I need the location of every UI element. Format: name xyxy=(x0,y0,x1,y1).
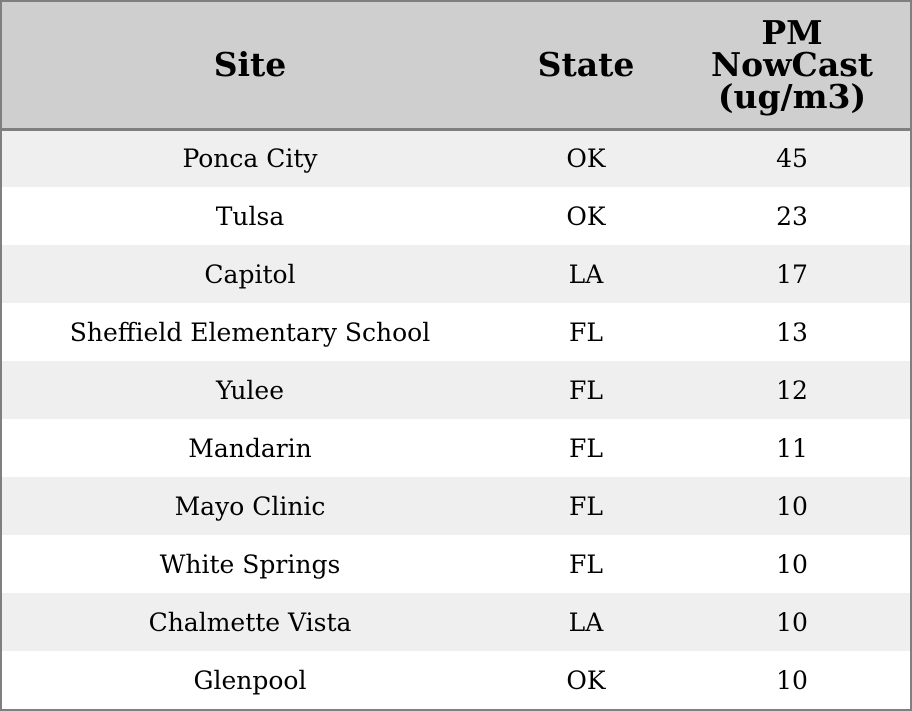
cell-pm-nowcast: 13 xyxy=(776,317,808,347)
table-row xyxy=(2,303,910,361)
table-header xyxy=(2,2,910,129)
cell-state: OK xyxy=(566,665,606,695)
cell-state: FL xyxy=(569,491,603,521)
cell-pm-nowcast: 11 xyxy=(776,433,808,463)
pm-nowcast-table xyxy=(2,2,910,709)
cell-pm-nowcast: 10 xyxy=(776,549,808,579)
cell-state: LA xyxy=(568,259,604,289)
cell-site: Mandarin xyxy=(188,433,312,463)
cell-pm-nowcast: 12 xyxy=(776,375,808,405)
cell-pm-nowcast: 17 xyxy=(776,259,808,289)
cell-site: Mayo Clinic xyxy=(174,491,326,521)
cell-site: Chalmette Vista xyxy=(148,607,352,637)
cell-site: Ponca City xyxy=(182,144,318,174)
table-row xyxy=(2,419,910,477)
table-row xyxy=(2,535,910,593)
header-row xyxy=(2,2,910,129)
header-site-text: Site xyxy=(213,44,287,84)
cell-state: FL xyxy=(569,317,603,347)
header-pm-nowcast xyxy=(674,2,910,129)
cell-pm-nowcast: 45 xyxy=(776,144,808,174)
table-row xyxy=(2,593,910,651)
cell-pm-nowcast: 10 xyxy=(776,491,808,521)
table-body xyxy=(2,129,910,709)
cell-state: FL xyxy=(569,433,603,463)
cell-site: Glenpool xyxy=(193,665,307,695)
table-row xyxy=(2,245,910,303)
cell-pm-nowcast: 10 xyxy=(776,665,808,695)
cell-site: Yulee xyxy=(215,375,285,405)
table-row xyxy=(2,187,910,245)
cell-state: LA xyxy=(568,607,604,637)
cell-site: Capitol xyxy=(204,259,296,289)
table-row xyxy=(2,651,910,709)
table-row xyxy=(2,129,910,187)
cell-state: OK xyxy=(566,201,606,231)
table-row xyxy=(2,477,910,535)
header-state xyxy=(498,2,674,129)
header-state-text: State xyxy=(537,44,635,84)
table-row xyxy=(2,361,910,419)
cell-state: FL xyxy=(569,375,603,405)
header-pm-line-2: NowCast xyxy=(710,44,874,84)
cell-pm-nowcast: 23 xyxy=(776,201,808,231)
cell-site: White Springs xyxy=(159,549,341,579)
header-pm-line-1: PM xyxy=(761,12,823,52)
cell-site: Tulsa xyxy=(215,201,285,231)
cell-state: FL xyxy=(569,549,603,579)
cell-pm-nowcast: 10 xyxy=(776,607,808,637)
cell-site: Sheffield Elementary School xyxy=(69,317,431,347)
cell-state: OK xyxy=(566,144,606,174)
header-pm-line-3: (ug/m3) xyxy=(717,76,867,116)
header-site xyxy=(2,2,498,129)
